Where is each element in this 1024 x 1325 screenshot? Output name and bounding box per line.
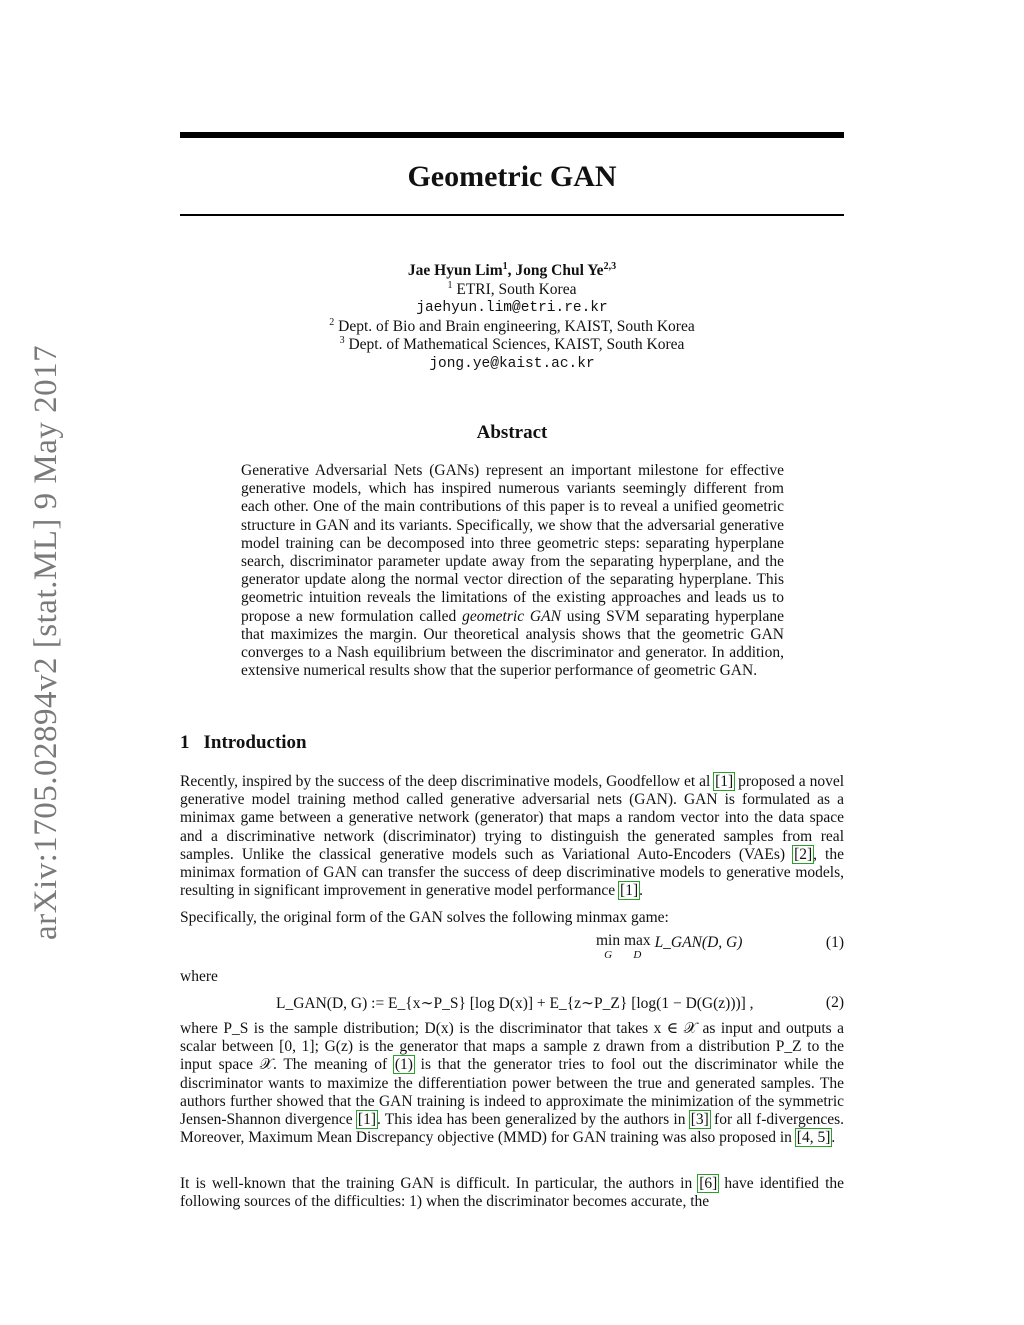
email-1: jaehyun.lim@etri.re.kr bbox=[416, 300, 608, 316]
title-rule-bottom bbox=[180, 214, 844, 216]
email-2: jong.ye@kaist.ac.kr bbox=[429, 355, 595, 372]
equation-number: (1) bbox=[825, 934, 844, 951]
equation-1-body: L_GAN(D, G) bbox=[654, 934, 743, 951]
equation-reference-link[interactable]: (1) bbox=[394, 1056, 413, 1074]
author-names: Jae Hyun Lim$^1$, Jong Chul Ye$^{2,3}$ bbox=[407, 260, 617, 279]
citation-link[interactable]: [1] bbox=[620, 882, 639, 900]
author-block bbox=[180, 262, 844, 373]
where-text: where bbox=[180, 968, 218, 985]
paper-title: Geometric GAN bbox=[407, 160, 617, 193]
citation-link[interactable]: [3] bbox=[690, 1111, 709, 1129]
citation-link[interactable]: [4, 5] bbox=[796, 1129, 831, 1147]
affiliation-1: $^1$ ETRI, South Korea bbox=[447, 279, 577, 298]
affiliation-3: $^3$ Dept. of Mathematical Sciences, KAIST, South Korea bbox=[339, 334, 685, 353]
intro-paragraph-4: It is well-known that the training GAN is difficult. In particular, the authors in [6] have identified the following sources of the difficulties: 1) when the discriminator becomes accurate, the bbox=[180, 1175, 845, 1211]
title-rule-top bbox=[180, 132, 844, 138]
equation-2-body: L_GAN(D, G) := E_{x∼P_S} [log D(x)] + E_{z∼P_Z} [log(1 − D(G(z)))] , bbox=[276, 995, 754, 1012]
intro-paragraph-1: Recently, inspired by the success of the deep discriminative models, Goodfellow et al [1] proposed a novel generative model training method called generative adversarial nets (GAN). GAN is formulated as a minimax game between a generative network (generator) that maps a random vector into the data space and a discriminative network (discriminator) trying to distinguish the generated samples from real samples. Unlike the classical generative models such as Variational Auto-Encoders (VAEs) [2], the minimax formation of GAN can transfer the success of deep discriminative models to generative models, resulting in significant improvement in generative model performance [1]. bbox=[180, 773, 845, 900]
citation-link[interactable]: [2] bbox=[794, 845, 813, 863]
citation-link[interactable]: [1] bbox=[357, 1111, 376, 1129]
affiliation-2: $^2$ Dept. of Bio and Brain engineering, KAIST, South Korea bbox=[329, 316, 695, 335]
abstract-heading: Abstract bbox=[476, 422, 548, 443]
intro-paragraph-2: Specifically, the original form of the GAN solves the following minmax game: bbox=[180, 909, 669, 926]
section-heading: 1 Introduction bbox=[180, 732, 307, 753]
intro-paragraph-3: where P_S is the sample distribution; D(x) is the discriminator that takes x ∈ 𝒳 as input and outputs a scalar between [0, 1]; G(z) is the generator that maps a sample z drawn from a distribution P_Z to the input space 𝒳. The meaning of (1) is that the generator tries to fool out the discriminator while the discriminator wants to maximize the differentiation power between the true and generated samples. The authors further showed that the GAN training is indeed to approximate the minimization of the symmetric Jensen-Shannon divergence [1]. This idea has been generalized by the authors in [3] for all f-divergences. Moreover, Maximum Mean Discrepancy objective (MMD) for GAN training was also proposed in [4, 5]. bbox=[180, 1020, 845, 1147]
abstract-text: Generative Adversarial Nets (GANs) represent an important milestone for effective generative models, which has inspired numerous variants seemingly different from each other. One of the main contributions of this paper is to reveal a unified geometric structure in GAN and its variants. Specifically, we show that the adversarial generative model training can be decomposed into three geometric steps: separating hyperplane search, discriminator parameter update away from the separating hyperplane, and the generator update along the normal vector direction of the separating hyperplane. This geometric intuition reveals the limitations of the existing approaches and leads us to propose a new formulation called geometric GAN using SVM separating hyperplane that maximizes the margin. Our theoretical analysis shows that the geometric GAN converges to a Nash equilibrium between the discriminator and generator. In addition, extensive numerical results show that the superior performance of geometric GAN. bbox=[241, 462, 784, 680]
equation-number: (2) bbox=[825, 994, 844, 1011]
citation-link[interactable]: [6] bbox=[699, 1175, 718, 1192]
arxiv-stamp: arXiv:1705.02894v2 [stat.ML] 9 May 2017 bbox=[28, 344, 64, 940]
citation-link[interactable]: [1] bbox=[715, 773, 734, 790]
